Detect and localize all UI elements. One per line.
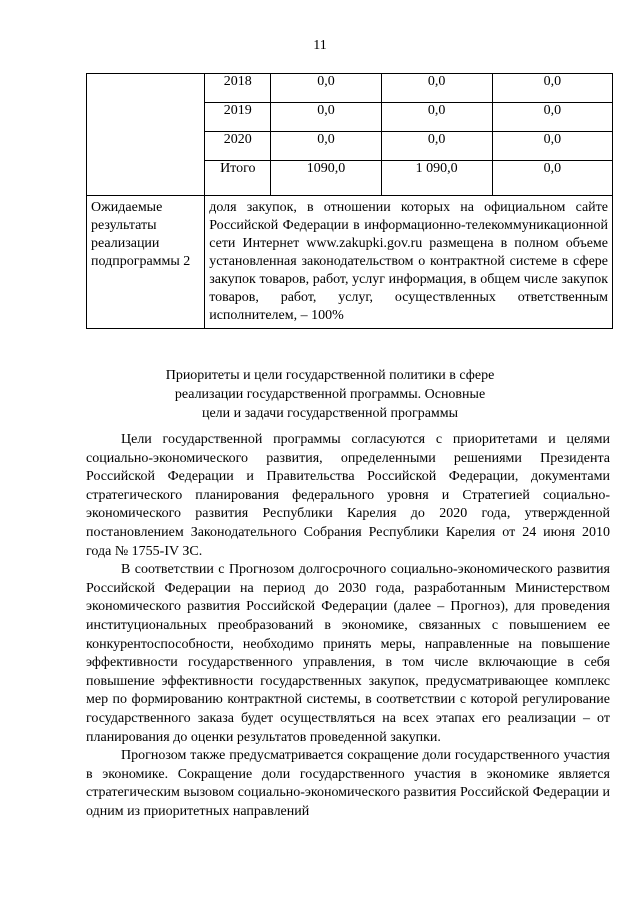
body-text [86, 431, 610, 821]
expected-results-label: Ожидаемые результаты реализации подпрограммы 2 [87, 196, 205, 329]
year-cell: 2020 [205, 132, 271, 161]
year-cell: 2018 [205, 74, 271, 103]
total-label-cell: Итого [205, 161, 271, 196]
value-cell: 0,0 [381, 103, 492, 132]
page-number: 11 [313, 38, 327, 53]
empty-label-cell [87, 74, 205, 196]
table-row [87, 74, 613, 103]
section-heading: Приоритеты и цели государственной политики в сфере реализации государственной программы. Основные цели и задачи государственной программы [165, 368, 495, 421]
value-cell: 1 090,0 [381, 161, 492, 196]
paragraph: Прогнозом также предусматривается сокращение доли государственного участия в экономике. Сокращение доли государственного участия в экономике является стратегическим вызовом социально-экономического развития Российской Федерации и одним из приоритетных направлений [86, 748, 610, 819]
program-passport-table [86, 73, 613, 329]
value-cell: 0,0 [381, 132, 492, 161]
value-cell: 0,0 [492, 74, 612, 103]
value-cell: 0,0 [492, 161, 612, 196]
value-cell: 0,0 [492, 132, 612, 161]
value-cell: 1090,0 [271, 161, 381, 196]
paragraph: В соответствии с Прогнозом долгосрочного социально-экономического развития Российской Федерации на период до 2030 года, разработанным Министерством экономического развития Российской Федерации (далее – Прогноз), для проведения институциональных преобразований в экономике, связанных с повышением ее конкурентоспособности, необходимо принять меры, направленные на повышение эффективности государственного управления, в том числе включающие в себя повышение эффективности государственных закупок, предусматривающее комплекс мер по формированию контрактной системы, в соответствии с которой регулирование государственного заказа будет осуществляться на всех этапах его реализации – от планирования до оценки результатов проведенной закупки. [86, 562, 610, 745]
value-cell: 0,0 [271, 74, 381, 103]
value-cell: 0,0 [271, 103, 381, 132]
value-cell: 0,0 [271, 132, 381, 161]
expected-results-row [87, 196, 613, 329]
expected-results-text: доля закупок, в отношении которых на официальном сайте Российской Федерации в информационно-телекоммуникационной сети Интернет www.zakupki.gov.ru размещена в полном объеме установленная законодательством о контрактной системе в сфере закупок товаров, работ, услуг информация, в общем числе закупок товаров, работ, услуг, осуществленных ответственным исполнителем, – 100% [205, 196, 613, 329]
paragraph: Цели государственной программы согласуются с приоритетами и целями социально-экономического развития, определенными решениями Президента Российской Федерации и Правительства Российской Федерации, документами стратегического планирования федерального уровня и Стратегией социально-экономического развития Республики Карелия до 2020 года, утвержденной постановлением Законодательного Собрания Республики Карелия от 24 июня 2010 года № 1755-IV ЗС. [86, 432, 610, 559]
year-cell: 2019 [205, 103, 271, 132]
value-cell: 0,0 [492, 103, 612, 132]
value-cell: 0,0 [381, 74, 492, 103]
